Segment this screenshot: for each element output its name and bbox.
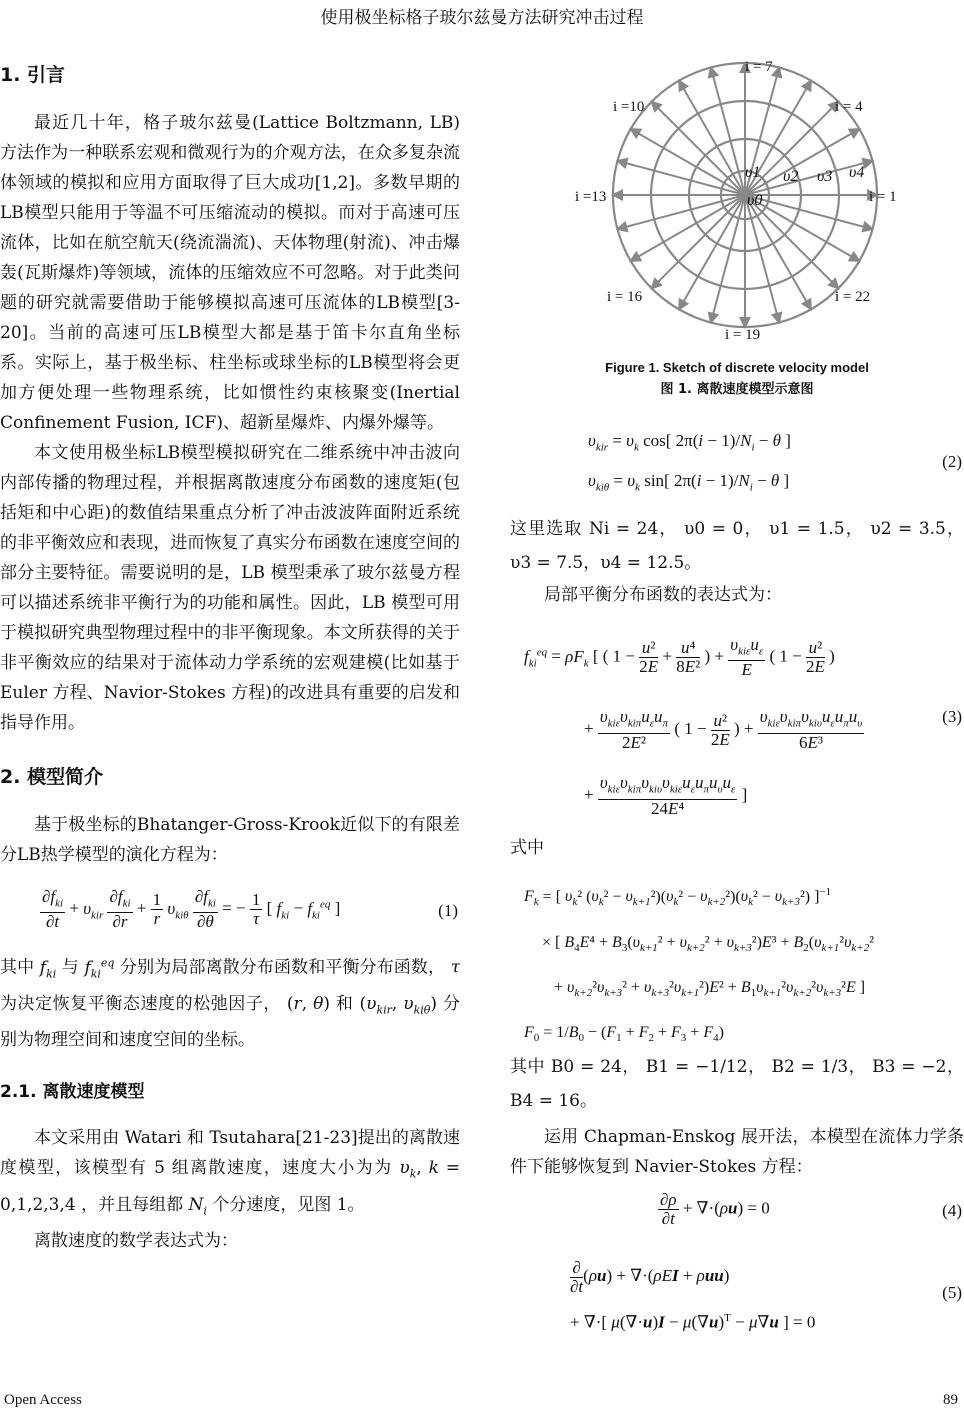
running-title: 使用极坐标格子玻尔兹曼方法研究冲击过程 <box>320 8 644 28</box>
velocity-model-diagram <box>565 55 925 355</box>
speed-label: υ3 <box>817 168 833 185</box>
equation-5-number: (5) <box>942 1283 962 1302</box>
text-fragment: 分别为局部离散分布函数和平衡分布函数， <box>120 957 446 978</box>
figure-caption-zh: 图 1. 离散速度模型示意图 <box>660 382 814 397</box>
equation-fk-body: $F_k$ = [ $\upsilon_k^2$ $(\upsilon_k^2 - \upsilon_{k+1}^2)(\upsilon_k^2 - \upsilon_{k+2}^2)(\upsilon_k^2 - \upsilon_{k+3}^2)$ ]$^{-1}$ × [ $B_4E^4 + B_3(\upsilon_{k+1}^2 + \upsilon_{k+2}^2 + \upsilon_{k+3}^2)E^3 + B_2(\upsilon_{k+1}^2\upsilon_{k+2}^2$ + $\upsilon_{k+2}^2\upsilon_{k+3}^2 + \upsilon_{k+3}^2\upsilon_{k+1}^2)E^2 + B_1\upsilon_{k+1}^2\upsilon_{k+2}^2\upsilon_{k+3}^2E$ ] $F_0 = 1/B_0 - (F_1 + F_2 + F_3 + F_4)$ <box>524 886 875 1045</box>
intro-paragraph-1: 最近几十年，格子玻尔兹曼(Lattice Boltzmann, LB)方法作为一种联系宏观和微观行为的介观方法，在众多复杂流体领域的模拟和应用方面取得了巨大成功[1,2]。多数早期的LB模型只能用于等温不可压缩流动的模拟。而对于高速可压流体，比如在航空航天(绕流湍流)、天体物理(射流)、冲击爆轰(瓦斯爆炸)等领域，流体的压缩效应不可忽略。对于此类问题的研究就需要借助于能够模拟高速可压流体的LB模型[3-20]。当前的高速可压LB模型大都是基于笛卡尔直角坐标系。实际上，基于极坐标、柱坐标或球坐标的LB模型将会更加方便处理一些物理系统，比如惯性约束核聚变(Inertial Confinement Fusion, ICF)、超新星爆炸、内爆外爆等。 <box>0 113 460 433</box>
speed-label: υ0 <box>747 192 763 209</box>
shizhong-label: 式中 <box>510 838 544 858</box>
footer-page-number: 89 <box>943 1392 958 1408</box>
right-column-text-1 <box>510 512 964 610</box>
local-equilibrium-intro: 局部平衡分布函数的表达式为： <box>544 585 782 605</box>
right-column-text-2 <box>510 1050 964 1182</box>
equation-fk <box>510 870 964 1045</box>
velocity-ray-18 <box>711 195 745 323</box>
speed-label: υ2 <box>783 168 799 185</box>
direction-label: i = 22 <box>835 289 871 305</box>
section-2-title: 2. 模型简介 <box>0 766 104 788</box>
direction-label: i =13 <box>575 189 607 205</box>
direction-label: i = 19 <box>725 327 761 343</box>
velocity-ray-14 <box>617 195 745 229</box>
equation-3-number: (3) <box>942 707 962 726</box>
text-fragment: 为决定恢复平衡态速度的松弛因子， <box>0 994 281 1015</box>
equation-2-number: (2) <box>942 452 962 471</box>
section-2-1-title: 2.1. 离散速度模型 <box>0 1082 145 1103</box>
velocity-model-paragraph: 本文采用由 Watari 和 Tsutahara[21-23]提出的离散速度模型，该模型有 5 组离散速度，速度大小为为 $\upsilon_k$, k = 0,1,2,3,4 ，并且每组都 $N_i$ 个分速度，见图 1。 <box>0 1128 460 1218</box>
section-1-title: 1. 引言 <box>0 64 66 86</box>
left-column <box>0 60 460 1256</box>
text-fragment: 分别为物理空间和速度空间的坐标。 <box>0 994 461 1051</box>
figure-caption-en: Figure 1. Sketch of discrete velocity model <box>605 360 869 375</box>
text-fragment: 与 <box>61 957 79 978</box>
text-fragment: ，并且每组都 <box>81 1194 184 1215</box>
velocity-ray-24 <box>745 195 873 229</box>
footer-open-access: Open Access <box>4 1392 82 1408</box>
text-fragment: 本文采用由 Watari 和 Tsutahara[21-23]提出的离散速度模型，该模型有 5 组离散速度，速度大小为为 <box>0 1128 460 1179</box>
equation-4-body: $\frac{\partial\rho}{\partial t}$ + ∇·(ρu) = 0 <box>660 1190 770 1228</box>
speed-label: υ4 <box>849 164 865 181</box>
equation-1-body: $\frac{\partial f_{ki}}{\partial t}$ + $\upsilon_{kir}$ $\frac{\partial f_{ki}}{\partial r}$ + $\frac{1}{r}$ $\upsilon_{ki\theta}$ $\frac{\partial f_{ki}}{\partial\theta}$ = − $\frac{1}{\tau}$ [ $f_{ki} - f_{ki}^{eq}$ ] <box>42 887 341 932</box>
direction-label: i = 7 <box>745 59 773 75</box>
equation-2-body: $\upsilon_{kir} = \upsilon_k$ cos[ $2\pi(i - 1)/N_i - \theta$ ] $\upsilon_{ki\theta} = \upsilon_k$ sin[ $2\pi(i - 1)/N_i - \theta$ ] <box>588 431 791 494</box>
model-intro-paragraph: 基于极坐标的Bhatanger-Gross-Krook近似下的有限差分LB热学模型的演化方程为： <box>0 815 460 865</box>
velocity-ray-20 <box>745 195 779 323</box>
equation-5 <box>510 1255 964 1345</box>
equation-4 <box>510 1185 964 1241</box>
velocity-ray-8 <box>711 67 745 195</box>
b-coefficients-paragraph: 其中 B0 = 24， B1 = −1/12， B2 = 1/3， B3 = −2， B4 = 16。 <box>510 1057 964 1111</box>
text-fragment: 个分速度，见图 1。 <box>212 1194 365 1215</box>
velocity-ray-12 <box>617 161 745 195</box>
intro-paragraph-2: 本文使用极坐标LB模型模拟研究在二维系统中冲击波向内部传播的物理过程，并根据离散速度分布函数的速度矩(包括矩和中心距)的数值结果重点分析了冲击波波阵面附近系统的非平衡效应和表现，进而恢复了真实分布函数在速度空间的部分主要特征。需要说明的是，LB 模型秉承了玻尔兹曼方程可以描述系统非平衡行为的功能和属性。因此，LB 模型可用于模拟研究典型物理过程中的非平衡现象。本文所获得的关于非平衡效应的结果对于流体动力学系统的宏观建模(比如基于 Euler 方程、Navior-Stokes 方程)的改进具有重要的启发和指导作用。 <box>0 443 460 733</box>
velocity-expression-intro: 离散速度的数学表达式为： <box>34 1231 238 1252</box>
direction-label: i = 1 <box>869 189 897 205</box>
equation-5-body: $\frac{\partial}{\partial t}$ (ρu) + ∇·(ρEI + ρuu) + ∇·[ $\mu(\nabla\cdot u)I - \mu(\nabla u)^T - \mu\nabla u$ ] = 0 <box>570 1257 816 1332</box>
direction-label: i = 16 <box>607 289 643 305</box>
speed-label: υ1 <box>745 164 761 181</box>
text-fragment: 其中 <box>0 957 35 978</box>
equation-1-number: (1) <box>438 901 458 920</box>
equation-3-body: $f_{ki}^{eq} = \rho F_k$ [ ( 1 − $\frac{\text{u²}}{2E}$ + $\frac{\text{u⁴}}{\text{8E²}}$ ) + $\frac{\upsilon_{ki\varepsilon}u_\varepsilon}{E}$ ( 1 − $\frac{\text{u²}}{2E}$ ) + $\frac{\upsilon_{ki\varepsilon}\upsilon_{ki\pi}u_\varepsilon u_\pi}{\text{2E²}}$ ( 1 − $\frac{\text{u²}}{2E}$ ) + $\frac{\upsilon_{ki\varepsilon}\upsilon_{ki\pi}\upsilon_{ki\upsilon}u_\varepsilon u_\pi u_\upsilon}{\text{6E³}}$ + $\frac{\upsilon_{ki\varepsilon}\upsilon_{ki\pi}\upsilon_{ki\upsilon}\upsilon_{ki\varepsilon}u_\varepsilon u_\pi u_\upsilon u_\varepsilon}{\text{24E⁴}}$ ] <box>524 635 863 818</box>
text-fragment: 和 <box>335 994 354 1015</box>
direction-label: i =10 <box>613 99 645 115</box>
symbols-paragraph: 其中 $f_{ki}$ 与 $f_{ki}^{eq}$ 分别为局部离散分布函数和平衡分布函数， τ 为决定恢复平衡态速度的松弛因子， (r, θ) 和 ($\upsilon_{kir}$, $\upsilon_{ki\theta}$) 分别为物理空间和速度空间的坐标。 <box>0 956 461 1051</box>
equation-4-number: (4) <box>942 1201 962 1220</box>
equation-2 <box>510 420 964 500</box>
parameter-choice-paragraph: 这里选取 Ni = 24， υ0 = 0， υ1 = 1.5， υ2 = 3.5， υ3 = 7.5，υ4 = 12.5。 <box>510 519 964 573</box>
equation-1 <box>0 878 460 942</box>
direction-label: i = 4 <box>835 99 863 115</box>
equation-3 <box>510 615 964 825</box>
figure-1 <box>565 55 925 355</box>
chapman-enskog-paragraph: 运用 Chapman-Enskog 展开法，本模型在流体力学条件下能够恢复到 Navier-Stokes 方程： <box>510 1127 964 1177</box>
